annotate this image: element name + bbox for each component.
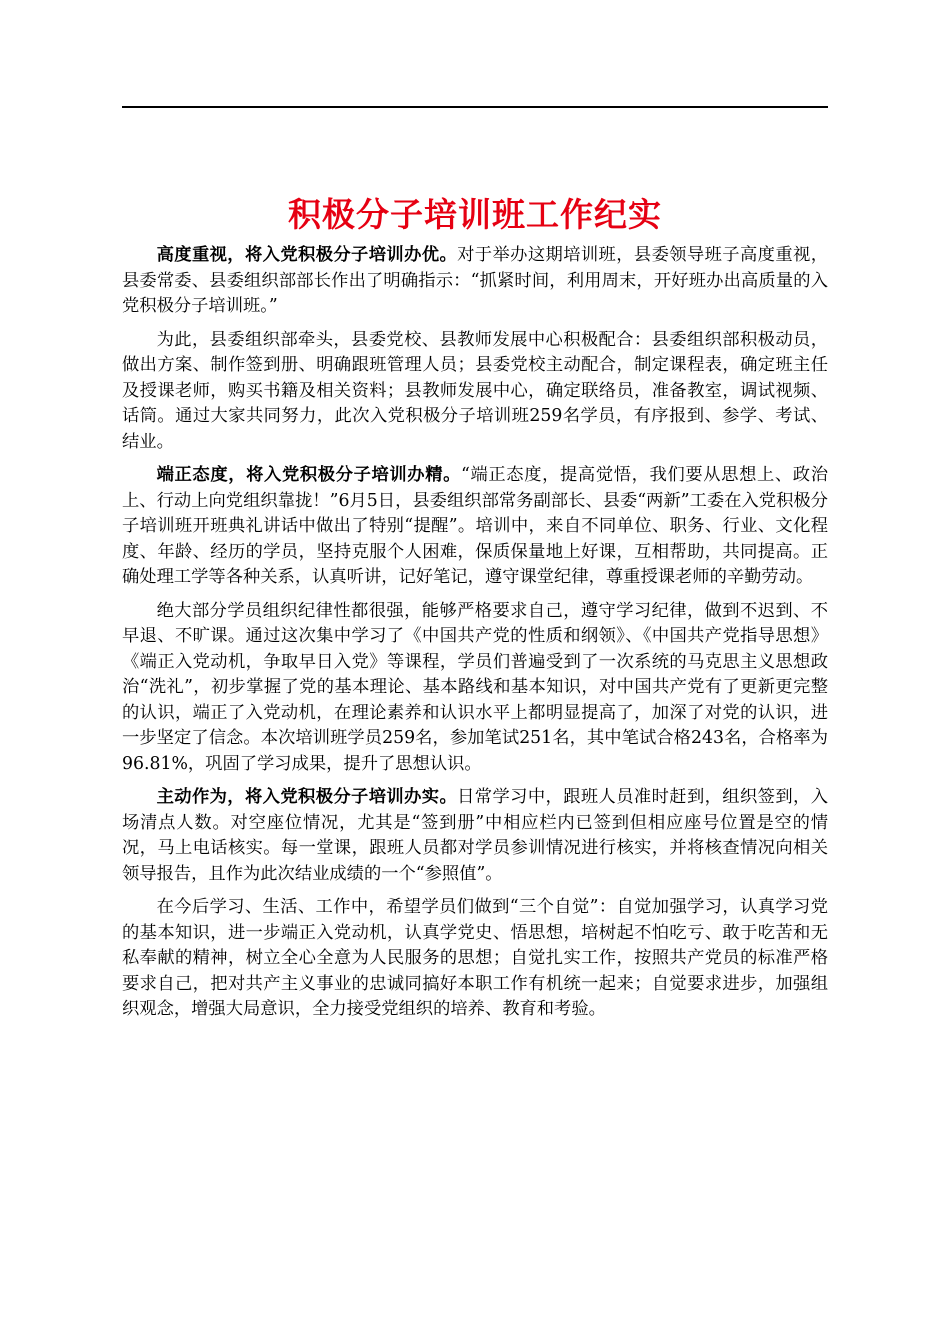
paragraph-text: 日常学习中，跟班人员准时赶到，组织签到，入场清点人数。对空座位情况，尤其是“签到册”中相应栏内已签到但相应座号位置是空的情况，马上电话核实。每一堂课，跟班人员都对学员参训情况进行核实，并将核查情况向相关领导报告，且作为此次结业成绩的一个“参照值”。 — [122, 787, 828, 884]
paragraph-lead: 高度重视，将入党积极分子培训办优。 — [156, 245, 458, 265]
paragraph-text: 为此，县委组织部牵头，县委党校、县教师发展中心积极配合：县委组织部积极动员，做出方案、制作签到册、明确跟班管理人员；县委党校主动配合，制定课程表，确定班主任及授课老师，购买书籍及相关资料；县教师发展中心，确定联络员，准备教室，调试视频、话筒。通过大家共同努力，此次入党积极分子培训班259名学员，有序报到、参学、考试、结业。 — [122, 329, 828, 452]
document-title: 积极分子培训班工作纪实 — [288, 195, 662, 234]
paragraph — [122, 243, 828, 320]
paragraph — [122, 895, 828, 1023]
paragraph — [122, 785, 828, 887]
paragraph — [122, 328, 828, 456]
document-body — [122, 243, 828, 1031]
paragraph-text: 在今后学习、生活、工作中，希望学员们做到“三个自觉”：自觉加强学习，认真学习党的基本知识，进一步端正入党动机，认真学党史、悟思想，培树起不怕吃亏、敢于吃苦和无私奉献的精神，树立全心全意为人民服务的思想；自觉扎实工作，按照共产党员的标准严格要求自己，把对共产主义事业的忠诚同搞好本职工作有机统一起来；自觉要求进步，加强组织观念，增强大局意识，全力接受党组织的培养、教育和考验。 — [122, 897, 828, 1019]
paragraph — [122, 463, 828, 591]
paragraph-text: 绝大部分学员组织纪律性都很强，能够严格要求自己，遵守学习纪律，做到不迟到、不早退、不旷课。通过这次集中学习了《中国共产党的性质和纲领》、《中国共产党指导思想》《端正入党动机，争取早日入党》等课程，学员们普遍受到了一次系统的马克思主义思想政治“洗礼”，初步掌握了党的基本理论、基本路线和基本知识，对中国共产党有了更新更完整的认识，端正了入党动机，在理论素养和认识水平上都明显提高了，加深了对党的认识，进一步坚定了信念。本次培训班学员259名，参加笔试251名，其中笔试合格243名，合格率为96.81%，巩固了学习成果，提升了思想认识。 — [122, 600, 828, 774]
paragraph — [122, 599, 828, 778]
paragraph-lead: 端正态度，将入党积极分子培训办精。 — [156, 465, 462, 485]
paragraph-text: 对于举办这期培训班，县委领导班子高度重视，县委常委、县委组织部部长作出了明确指示：“抓紧时间，利用周末，开好班办出高质量的入党积极分子培训班。” — [122, 245, 828, 316]
paragraph-text: “端正态度，提高觉悟，我们要从思想上、政治上、行动上向党组织靠拢！”6月5日，县委组织部常务副部长、县委“两新”工委在入党积极分子培训班开班典礼讲话中做出了特别“提醒”。培训中，来自不同单位、职务、行业、文化程度、年龄、经历的学员，坚持克服个人困难，保质保量地上好课，互相帮助，共同提高。正确处理工学等各种关系，认真听讲，记好笔记，遵守课堂纪律，尊重授课老师的辛勤劳动。 — [122, 465, 828, 587]
header-rule — [122, 106, 828, 108]
paragraph-lead: 主动作为，将入党积极分子培训办实。 — [156, 787, 458, 807]
